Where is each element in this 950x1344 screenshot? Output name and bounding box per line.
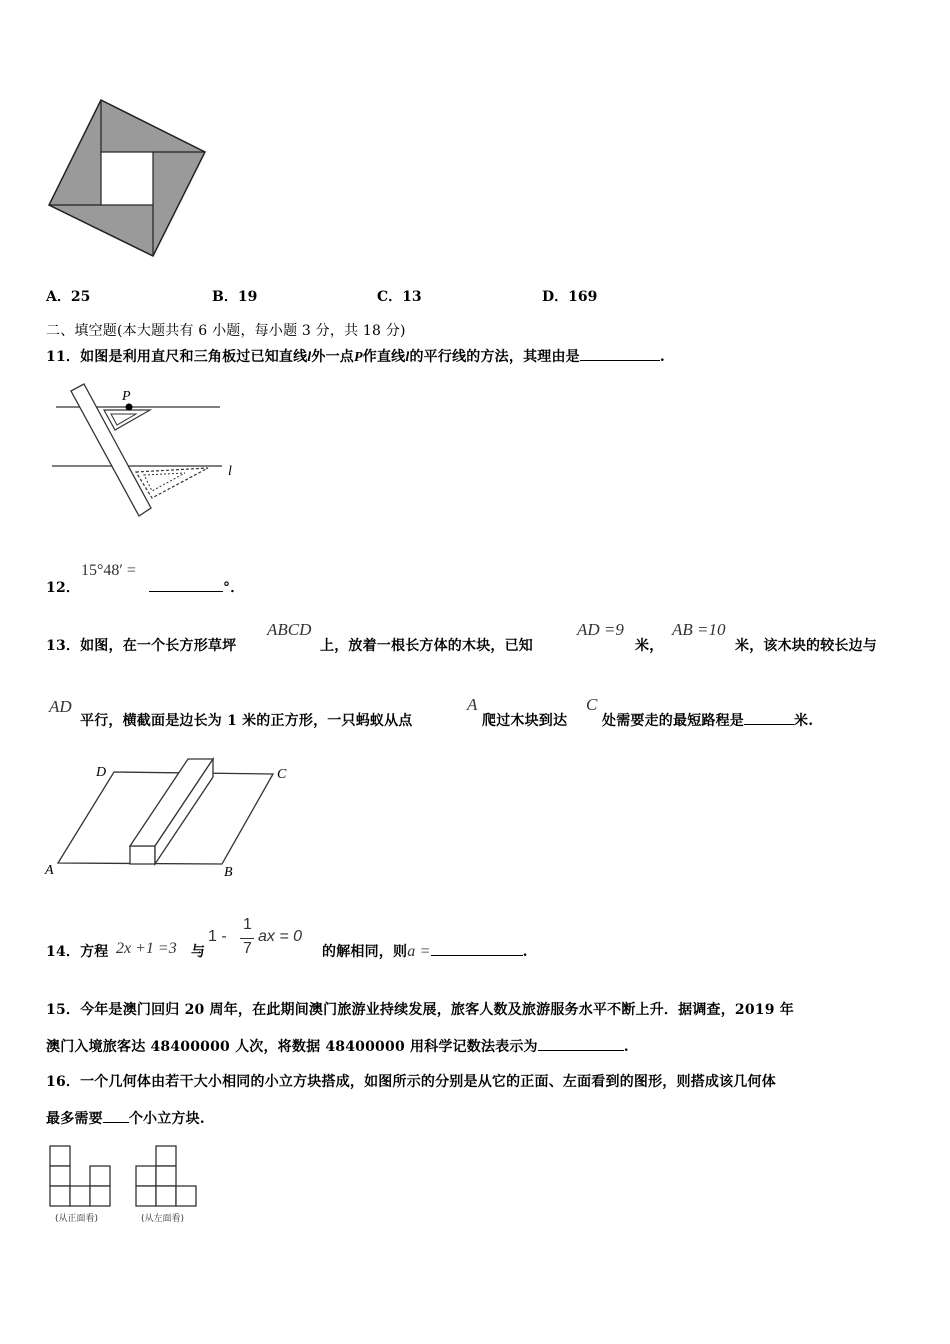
q16-left-view: [0, 1140, 220, 1230]
q13-ab-eq: AB =10: [672, 620, 726, 639]
question-14-end: 的解相同，则a = .: [322, 943, 528, 960]
question-15-line1: 15．今年是澳门回归 20 周年，在此期间澳门旅游业持续发展，旅客人数及旅游服务水平不断上升．据调查，2019 年: [46, 1002, 794, 1018]
answer-blank-14[interactable]: [431, 941, 523, 956]
q11-ruler-figure: [0, 380, 300, 530]
section-heading: 二、填空题(本大题共有 6 小题，每小题 3 分，共 18 分): [46, 323, 406, 339]
caption-left: (从左面看): [141, 1214, 185, 1224]
caption-front: (从正面看): [55, 1214, 99, 1224]
question-15-line2: 澳门入境旅客达 48400000 人次，将数据 48400000 用科学记数法表示为 .: [46, 1036, 629, 1056]
q13-abcd: ABCD: [267, 620, 312, 639]
question-13-line1d: 米，该木块的较长边与: [735, 638, 877, 654]
q13-lawn-figure: [0, 755, 320, 885]
question-13-line1: 13．如图，在一个长方形草坪: [46, 638, 237, 654]
q10-square-figure: [0, 0, 950, 300]
question-16-line1: 16．一个几何体由若干大小相同的小立方块搭成，如图所示的分别是从它的正面、左面看到的图形，则搭成该几何体: [46, 1074, 776, 1090]
question-13-line2b: 爬过木块到达: [482, 713, 568, 729]
answer-blank-16[interactable]: [103, 1108, 129, 1123]
option-c: C．13: [377, 289, 422, 305]
question-13-line1b: 上，放着一根长方体的木块，已知: [320, 638, 533, 654]
option-b: B．19: [212, 289, 258, 305]
question-12-expr: 15°48′ =: [81, 562, 136, 579]
question-16-line2: 最多需要 个小立方块.: [46, 1108, 205, 1128]
question-13-line2c: 处需要走的最短路程是 米.: [602, 710, 813, 730]
label-p: P: [122, 389, 131, 404]
label-a: A: [45, 863, 54, 878]
answer-blank-15[interactable]: [538, 1036, 624, 1051]
q13-c: C: [586, 695, 598, 714]
option-d: D．169: [542, 289, 598, 305]
option-a: A．25: [46, 289, 91, 305]
q13-ad-eq: AD =9: [577, 620, 624, 639]
question-13-line1c: 米，: [635, 638, 664, 654]
question-11: 11．如图是利用直尺和三角板过已知直线l外一点P作直线l的平行线的方法，其理由是 .: [46, 346, 665, 366]
label-c: C: [277, 767, 287, 782]
label-d: D: [96, 765, 107, 780]
q13-ad: AD: [49, 697, 72, 716]
question-12-number: 12．: [46, 580, 81, 596]
question-12-tail: °．: [149, 577, 244, 597]
answer-blank-12[interactable]: [149, 577, 223, 592]
question-14-start: 14．方程: [46, 944, 109, 960]
label-l: l: [228, 464, 232, 479]
label-b: B: [224, 865, 233, 880]
q14-eq1: 2x +1 =3: [116, 940, 177, 957]
answer-blank-13[interactable]: [744, 710, 794, 725]
q13-a: A: [467, 695, 478, 714]
answer-blank-11[interactable]: [580, 346, 660, 361]
question-14-with: 与: [191, 944, 206, 960]
question-13-line2a: 平行，横截面是边长为 1 米的正方形，一只蚂蚁从点: [80, 713, 413, 729]
